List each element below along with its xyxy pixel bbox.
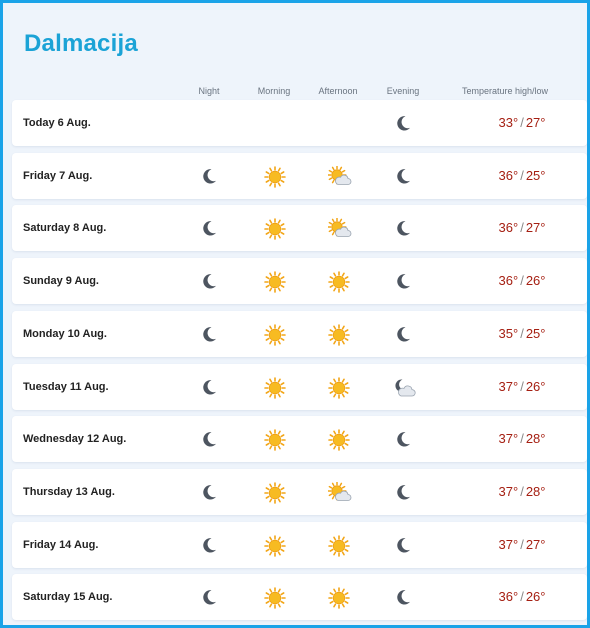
moon-icon xyxy=(199,324,219,344)
temperature-separator: / xyxy=(520,589,524,605)
temperature-high: 36° xyxy=(498,167,519,183)
temperature-low: 27° xyxy=(525,115,546,130)
sun-icon xyxy=(264,377,284,397)
temperature-low: 26° xyxy=(525,273,546,289)
temperature-low: 25° xyxy=(525,167,546,183)
moon-icon xyxy=(199,271,219,291)
temperature-separator: / xyxy=(520,536,524,552)
sun-icon xyxy=(264,218,284,238)
temperature-high: 37° xyxy=(498,378,519,394)
temperature-high: 36° xyxy=(498,589,519,605)
temperature-high: 33° xyxy=(498,115,519,130)
sun-icon xyxy=(264,587,284,607)
forecast-row[interactable] xyxy=(12,416,587,462)
temperature-range xyxy=(499,258,546,304)
forecast-row[interactable] xyxy=(12,364,587,410)
temperature-separator: / xyxy=(520,431,524,447)
forecast-row[interactable] xyxy=(12,469,587,515)
temperature-range xyxy=(499,522,546,568)
temperature-high: 37° xyxy=(498,536,519,552)
moon-icon xyxy=(199,166,219,186)
forecast-row[interactable] xyxy=(12,100,587,146)
temperature-high: 37° xyxy=(498,431,519,447)
moon-icon xyxy=(393,429,413,449)
sun-cloud-icon xyxy=(328,166,348,186)
sun-icon xyxy=(328,324,348,344)
day-label: Thursday 13 Aug. xyxy=(23,485,115,498)
temperature-separator: / xyxy=(520,167,524,183)
forecast-row[interactable] xyxy=(12,258,587,304)
moon-icon xyxy=(199,482,219,502)
moon-icon xyxy=(393,482,413,502)
sun-icon xyxy=(264,271,284,291)
moon-icon xyxy=(199,218,219,238)
sun-icon xyxy=(264,324,284,344)
day-label: Friday 14 Aug. xyxy=(23,538,99,551)
moon-icon xyxy=(393,535,413,555)
column-header-night: Night xyxy=(198,86,220,96)
moon-icon xyxy=(199,535,219,555)
temperature-separator: / xyxy=(520,220,524,236)
sun-cloud-icon xyxy=(328,218,348,238)
temperature-range xyxy=(499,205,546,251)
moon-icon xyxy=(393,271,413,291)
forecast-row[interactable] xyxy=(12,311,587,357)
temperature-separator: / xyxy=(520,325,524,341)
temperature-low: 25° xyxy=(525,325,546,341)
moon-icon xyxy=(393,587,413,607)
temperature-high: 37° xyxy=(498,483,519,499)
sun-icon xyxy=(264,166,284,186)
moon-icon xyxy=(393,166,413,186)
temperature-range xyxy=(499,100,546,146)
temperature-range xyxy=(499,311,546,357)
sun-icon xyxy=(264,429,284,449)
moon-icon xyxy=(393,218,413,238)
temperature-high: 35° xyxy=(498,325,519,341)
temperature-low: 26° xyxy=(525,378,546,394)
region-title: Dalmacija xyxy=(24,30,138,57)
sun-icon xyxy=(264,482,284,502)
sun-icon xyxy=(328,535,348,555)
forecast-row[interactable] xyxy=(12,205,587,251)
day-label: Friday 7 Aug. xyxy=(23,169,93,182)
day-label: Monday 10 Aug. xyxy=(23,327,107,340)
temperature-separator: / xyxy=(520,115,524,130)
temperature-high: 36° xyxy=(498,220,519,236)
forecast-row[interactable] xyxy=(12,574,587,620)
moon-icon xyxy=(393,113,413,133)
moon-icon xyxy=(199,429,219,449)
column-header-afternoon: Afternoon xyxy=(318,86,358,96)
day-label: Today 6 Aug. xyxy=(23,117,91,129)
temperature-range xyxy=(499,574,546,620)
day-label: Saturday 8 Aug. xyxy=(23,222,107,235)
forecast-row[interactable] xyxy=(12,522,587,568)
moon-icon xyxy=(199,377,219,397)
temperature-low: 27° xyxy=(525,536,546,552)
temperature-range xyxy=(499,469,546,515)
sun-icon xyxy=(328,587,348,607)
temperature-high: 36° xyxy=(498,273,519,289)
temperature-low: 26° xyxy=(525,589,546,605)
temperature-low: 27° xyxy=(525,220,546,236)
temperature-separator: / xyxy=(520,483,524,499)
sun-icon xyxy=(328,429,348,449)
moon-icon xyxy=(393,324,413,344)
sun-icon xyxy=(264,535,284,555)
temperature-separator: / xyxy=(520,378,524,394)
temperature-low: 28° xyxy=(525,431,546,447)
day-label: Wednesday 12 Aug. xyxy=(23,433,127,446)
sun-icon xyxy=(328,271,348,291)
day-label: Sunday 9 Aug. xyxy=(23,275,99,288)
column-header-morning: Morning xyxy=(257,86,291,96)
sun-icon xyxy=(328,377,348,397)
temperature-range xyxy=(499,416,546,462)
column-header-evening: Evening xyxy=(386,86,420,96)
temperature-range xyxy=(499,153,546,199)
column-header-temperature: Temperature high/low xyxy=(461,86,549,96)
day-label: Saturday 15 Aug. xyxy=(23,591,113,604)
day-label: Tuesday 11 Aug. xyxy=(23,380,109,393)
moon-cloud-icon xyxy=(393,377,413,397)
sun-cloud-icon xyxy=(328,482,348,502)
temperature-range xyxy=(499,364,546,410)
temperature-low: 28° xyxy=(525,483,546,499)
forecast-row[interactable] xyxy=(12,153,587,199)
moon-icon xyxy=(199,587,219,607)
temperature-separator: / xyxy=(520,273,524,289)
